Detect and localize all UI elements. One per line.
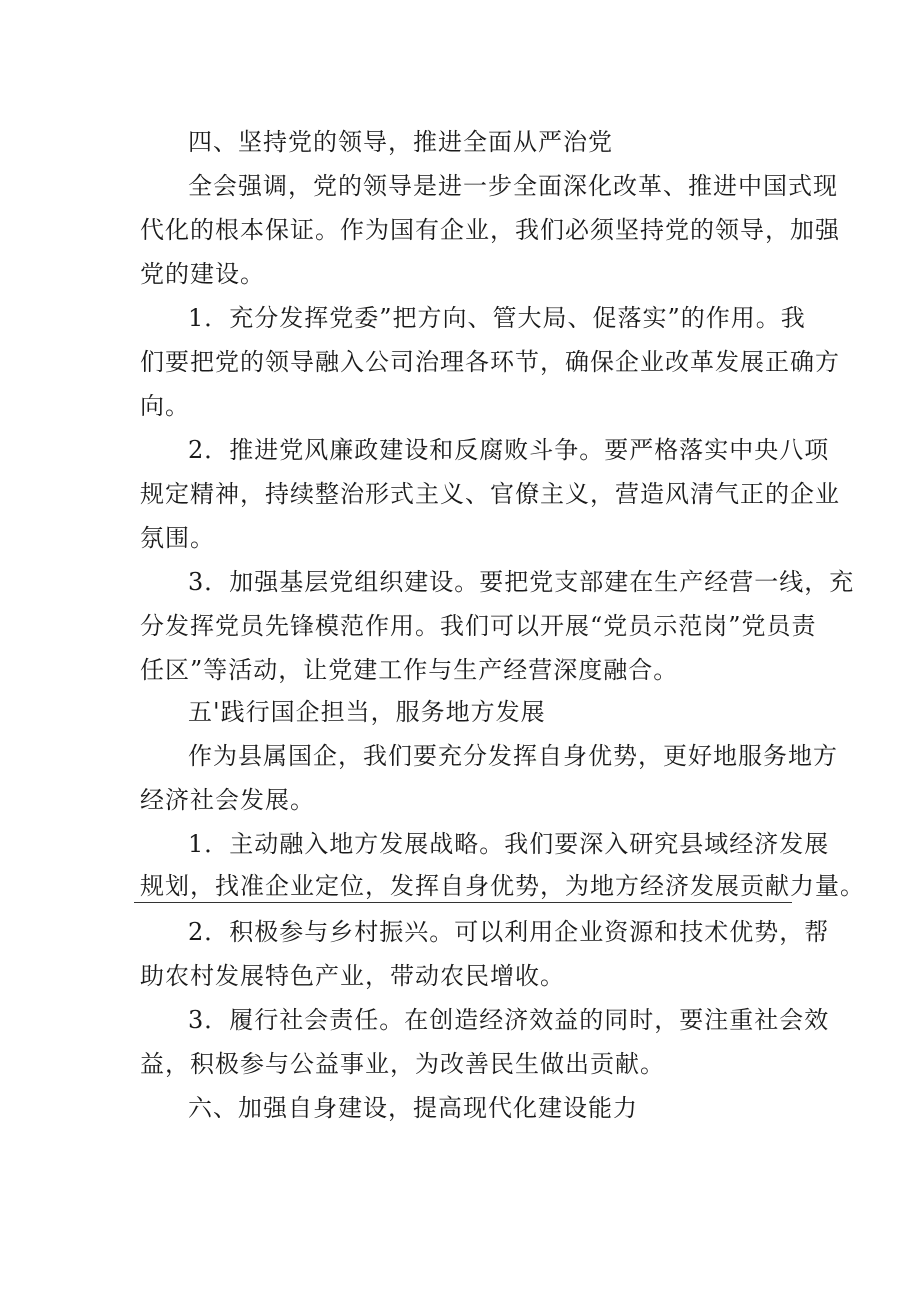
list-item-line: 2．积极参与乡村振兴。可以利用企业资源和技术优势，帮 xyxy=(188,918,830,946)
list-item-line: 们要把党的领导融入公司治理各环节，确保企业改革发展正确方 xyxy=(140,348,840,376)
underline-rule xyxy=(134,902,792,903)
section-heading-five: 五'践行国企担当，服务地方发展 xyxy=(188,698,546,726)
list-item-line: 氛围。 xyxy=(140,524,215,552)
section-heading-six: 六、加强自身建设，提高现代化建设能力 xyxy=(188,1094,638,1122)
list-item-line: 3．加强基层党组织建设。要把党支部建在生产经营一线，充 xyxy=(188,568,855,596)
list-item-line: 益，积极参与公益事业，为改善民生做出贡献。 xyxy=(140,1050,665,1078)
list-item-line: 向。 xyxy=(140,392,190,420)
list-item-line: 1．充分发挥党委”把方向、管大局、促落实”的作用。我 xyxy=(188,304,806,332)
list-item-line: 3．履行社会责任。在创造经济效益的同时，要注重社会效 xyxy=(188,1006,830,1034)
section-heading-four: 四、坚持党的领导，推进全面从严治党 xyxy=(188,128,613,156)
list-item-line: 规定精神，持续整治形式主义、官僚主义，营造风清气正的企业 xyxy=(140,480,840,508)
paragraph-line: 全会强调，党的领导是进一步全面深化改革、推进中国式现 xyxy=(188,172,838,200)
list-item-line: 分发挥党员先锋模范作用。我们可以开展“党员示范岗”党员责 xyxy=(140,612,817,640)
list-item-line: 助农村发展特色产业，带动农民增收。 xyxy=(140,962,565,990)
paragraph-line: 经济社会发展。 xyxy=(140,786,315,814)
list-item-line: 1．主动融入地方发展战略。我们要深入研究县域经济发展 xyxy=(188,830,830,858)
paragraph-line: 作为县属国企，我们要充分发挥自身优势，更好地服务地方 xyxy=(188,742,838,770)
list-item-line: 规划，找准企业定位，发挥自身优势，为地方经济发展贡献力量。 xyxy=(140,872,865,900)
list-item-line: 2．推进党风廉政建设和反腐败斗争。要严格落实中央八项 xyxy=(188,436,830,464)
paragraph-line: 党的建设。 xyxy=(140,260,265,288)
paragraph-line: 代化的根本保证。作为国有企业，我们必须坚持党的领导，加强 xyxy=(140,216,840,244)
list-item-line: 任区”等活动，让党建工作与生产经营深度融合。 xyxy=(140,656,679,684)
